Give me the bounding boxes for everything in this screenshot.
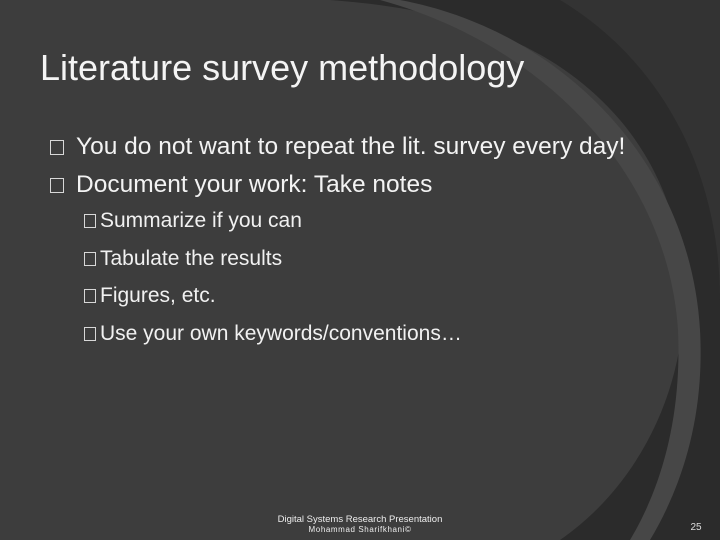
sub-bullet-item xyxy=(84,315,650,353)
bullet-text: You do not want to repeat the lit. survey every day! xyxy=(76,133,626,160)
footer-title: Digital Systems Research Presentation xyxy=(277,514,443,525)
checkbox-bullet-icon xyxy=(84,327,96,341)
sub-bullet-text: Figures, etc. xyxy=(100,284,216,307)
sub-bullet-item xyxy=(84,240,650,278)
checkbox-bullet-icon xyxy=(84,252,96,266)
checkbox-bullet-icon xyxy=(50,178,64,193)
sub-bullet-list xyxy=(50,202,650,352)
slide-body xyxy=(50,132,650,352)
bullet-item xyxy=(50,132,650,162)
checkbox-bullet-icon xyxy=(84,289,96,303)
sub-bullet-text: Use your own keywords/conventions… xyxy=(100,321,462,345)
sub-bullet-item xyxy=(84,202,650,240)
footer-author: Mohammad Sharifkhani© xyxy=(308,525,412,534)
bullet-text: Document your work: Take notes xyxy=(76,171,433,198)
sub-bullet-text: Tabulate the results xyxy=(100,246,283,270)
sub-bullet-text: Summarize if you can xyxy=(100,209,302,232)
slide-footer xyxy=(250,514,470,535)
checkbox-bullet-icon xyxy=(84,214,96,228)
sub-bullet-item xyxy=(84,277,650,315)
checkbox-bullet-icon xyxy=(50,140,64,155)
slide-title: Literature survey methodology xyxy=(40,47,525,88)
bullet-item xyxy=(50,170,650,200)
page-number: 25 xyxy=(690,522,702,533)
